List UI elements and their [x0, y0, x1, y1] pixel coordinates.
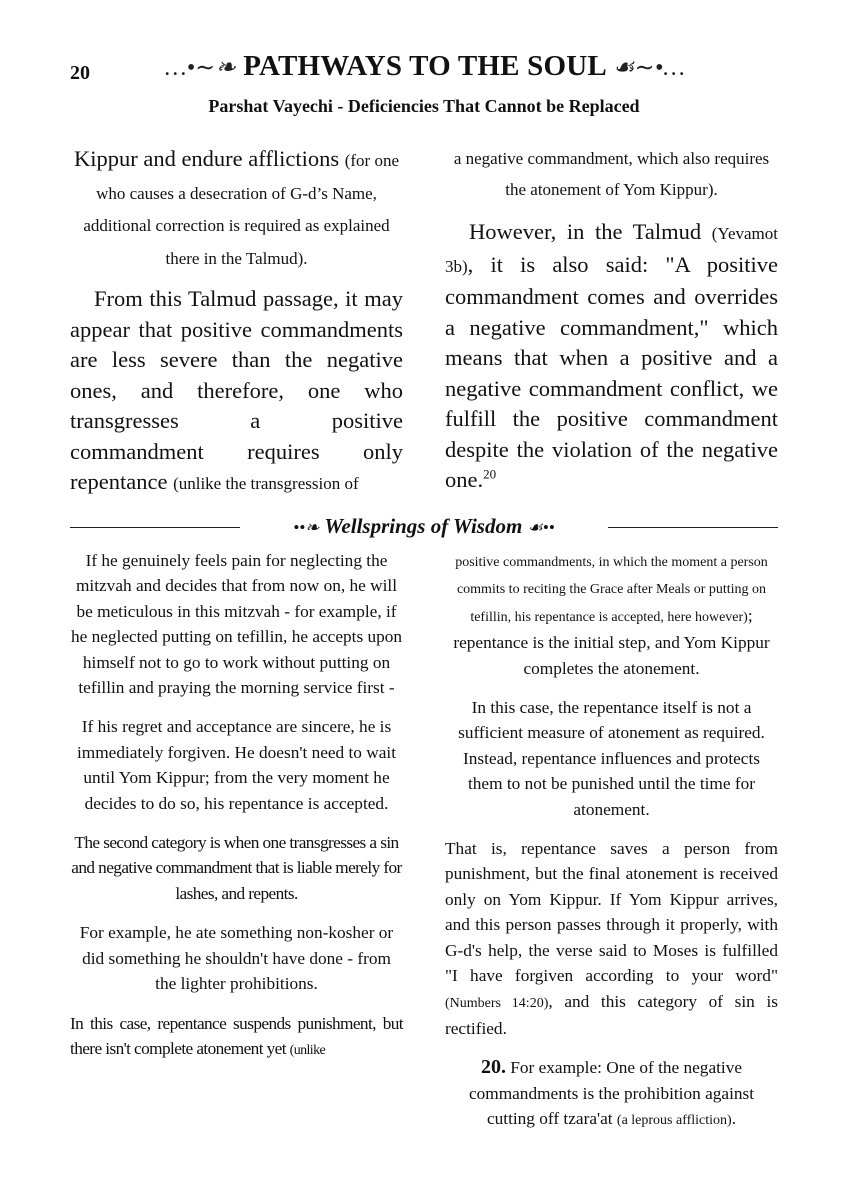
parenthetical-note: (unlike: [289, 1042, 326, 1058]
main-text-left-column: [70, 144, 403, 500]
paragraph: The second category is when one transgresses a sin and negative commandment that is liable merely for lashes, and repents.: [71, 833, 402, 903]
paragraph: For example, he ate something non-kosher or did something he shouldn't have done - from the lighter prohibitions.: [79, 923, 394, 994]
parenthetical-note: (a leprous affliction): [616, 1113, 732, 1129]
paragraph: [445, 548, 778, 681]
paragraph-text: ; repentance is the initial step, and Yom Kippur completes the atonement.: [453, 605, 770, 678]
paragraph-text: Kippur and endure afflictions: [73, 146, 345, 171]
paragraph-text: In this case, repentance suspends punishment, but there isn't complete atonement yet: [70, 1013, 403, 1058]
paragraph: [70, 1011, 403, 1064]
paragraph-text: , and this category of sin is rectified.: [445, 991, 778, 1038]
section-heading: [70, 514, 778, 539]
ornament-right-icon: ☙••: [527, 518, 555, 537]
paragraph-text: From this Talmud passage, it may appear that positive commandments are less severe than the negative ones, and therefore, one who transgresses a positive commandment requires only repentance: [70, 286, 403, 494]
citation: (Yevamot 3b): [445, 224, 778, 276]
paragraph: [70, 144, 403, 274]
main-text-right-column: [445, 144, 778, 496]
ornament-right-icon: ☙∼•…: [612, 55, 685, 81]
paragraph-text: That is, repentance saves a person from punishment, but the final atonement is received only on Yom Kippur. If Yom Kippur arrives, and this person passes through it properly, with G-d's help, the verse said to Moses is fulfilled "I have forgiven according to your word": [445, 839, 778, 986]
paragraph: [445, 217, 778, 496]
citation: (Numbers 14:20): [445, 995, 549, 1011]
paragraph: [445, 836, 778, 1041]
parenthetical-note: positive commandments, in which the moment a person commits to reciting the Grace after Meals or putting on tefillin, his repentance is accepted, here however): [455, 555, 768, 625]
footnote-text: .: [731, 1109, 737, 1129]
paragraph: If he genuinely feels pain for neglecting the mitzvah and decides that from now on, he will be meticulous in this mitzvah - for example, if he neglected putting on tefillin, he accepts upon himself not to go to work without putting on tefillin and praying the morning service first -: [70, 551, 403, 698]
paragraph: In this case, the repentance itself is not a sufficient measure of atonement as required. Instead, repentance influences and protects them to not be punished until the time for atonement.: [458, 698, 765, 819]
paragraph-text: However, in the Talmud: [469, 219, 712, 244]
parenthetical-note: (unlike the transgression of: [173, 474, 359, 493]
paragraph: If his regret and acceptance are sincere, he is immediately forgiven. He doesn't need to wait until Yom Kippur; from the very moment he decides to do so, his repentance is accepted.: [76, 717, 397, 813]
paragraph: [70, 284, 403, 500]
book-title: PATHWAYS TO THE SOUL: [243, 50, 606, 82]
page-number: 20: [70, 62, 90, 84]
footnote-reference[interactable]: 20: [483, 466, 497, 482]
running-header: [130, 50, 720, 83]
footnote-number: 20.: [480, 1056, 506, 1079]
parenthetical-note: (for one who causes a desecration of G-d’s Name, additional correction is required as explained there in the Talmud).: [83, 151, 400, 268]
ornament-left-icon: ••❧: [293, 518, 320, 537]
footnote-text: For example: One of the negative commandments is the prohibition against cutting off tzara'at: [468, 1058, 755, 1129]
ornament-left-icon: …•∼❧: [165, 55, 236, 81]
section-title: Wellsprings of Wisdom: [324, 514, 523, 538]
chapter-subtitle: Parshat Vayechi - Deficiencies That Cannot be Replaced: [208, 96, 640, 116]
section-divider: [70, 512, 778, 542]
wellsprings-left-column: [70, 548, 403, 1063]
paragraph-text: , it is also said: "A positive commandment comes and overrides a negative commandment," which means that when a positive and a negative commandment conflict, we fulfill the positive commandment despite the violation of the negative one.: [445, 251, 778, 492]
wellsprings-right-column: [445, 548, 778, 1134]
paragraph: a negative commandment, which also requires the atonement of Yom Kippur).: [453, 149, 770, 199]
footnote: [445, 1055, 778, 1133]
